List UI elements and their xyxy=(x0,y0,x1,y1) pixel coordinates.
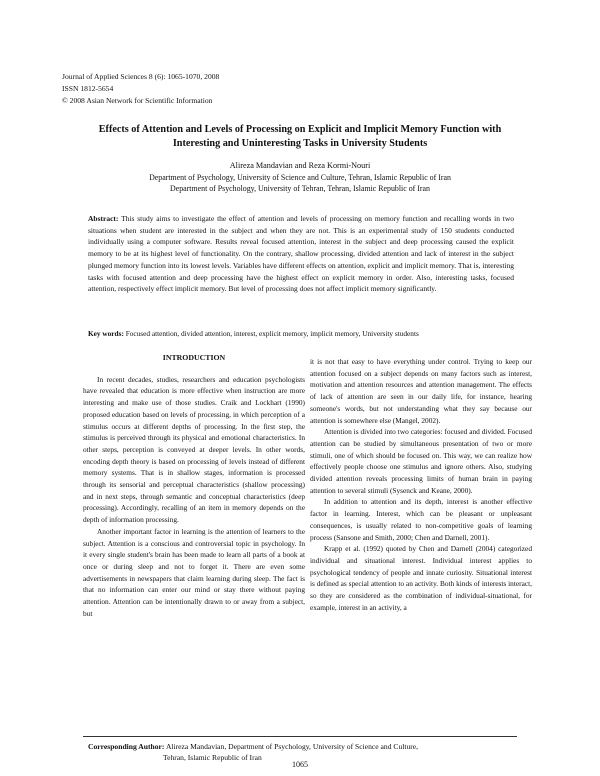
page-number: 1065 xyxy=(292,760,308,769)
keywords-text: Focused attention, divided attention, interest, explicit memory, implicit memory, University students xyxy=(125,329,419,338)
keywords xyxy=(88,328,518,339)
paragraph: Krapp et al. (1992) quoted by Chen and Darnell (2004) categorized individual and situational interest. Individual interest applies to psychological tendency of people and innate curiosity. Situational interest is defined as special attention to an activity. Both kinds of interests interact, so they are considered as the combination of individual-situational, for example, interest in an activity, a xyxy=(310,544,532,612)
journal-citation: Journal of Applied Sciences 8 (6): 1065-1070, 2008 xyxy=(62,72,220,81)
author-list: Alireza Mandavian and Reza Kormi-Nouri xyxy=(229,161,371,170)
paragraph: In recent decades, studies, researchers and education psychologists have revealed that education is more effective when instruction are more interesting and make use of those studies. Craik and Lockhart (1990) proposed education based on levels of processing, in which perception of a stimulus occurs at different depths of processing. In the first step, the stimulus is perceived through its physical and emotional characteristics. In other steps, perception is conveyed at deeper levels. In other words, encoding depth theory is based on processing of levels instead of different memory systems. That is in shallow stages, information is processed through its sensorial and perceptual characteristics (shallow processing) and in next steps, through semantic and conceptual characteristics (deep processing). Accordingly, recalling of an item in memory depends on the depth of information processing. xyxy=(83,374,305,525)
paper-title: Effects of Attention and Levels of Processing on Explicit and Implicit Memory Function with Interesting and Uninteresting Tasks in University Students xyxy=(98,124,502,149)
journal-copyright: © 2008 Asian Network for Scientific Information xyxy=(62,96,213,105)
paragraph: Another important factor in learning is the attention of learners to the subject. Attention is a conscious and controversial topic in psychology. In it every single student's brain has been made to learn all parts of a book at once or during sleep and not to forget it. There are even some advertisements in newspapers that claim learning during sleep. The fact is that no information can enter our mind or stay there without paying attention. Attention can be intentionally drawn to or away from a subject, but xyxy=(83,526,305,618)
keywords-label: Key words: xyxy=(88,329,124,338)
abstract-text: This study aims to investigate the effect of attention and levels of processing on memory function and recalling words in two situations when student are interested in the subject and when they are not. This is an experimental study of 150 students conducted individually using a computer software. Results reveal focused attention, interest in the subject and deep processing caused the explicit memory to be at its highest level of functionality. On the contrary, shallow processing, divided attention and lack of interest in the subject plunged memory function into its lowest levels. Variables have different effects on attention, explicit and implicit memory. That is, interesting tasks with focused attention and deep processing have the highest effect on explicit memory in order. Also, interesting tasks, focused attention, respectively effect implicit memory. But level of processing does not affect implicit memory significantly. xyxy=(88,214,514,294)
journal-header xyxy=(62,71,219,107)
journal-issn: ISSN 1812-5654 xyxy=(62,84,114,93)
column-left xyxy=(83,352,305,619)
paragraph: Attention is divided into two categories: focused and divided. Focused attention can be studied by simultaneous presentation of two or more stimuli, one of which should be focused on. This way, we can realize how effectively people choose one stimulus and ignore others. Also, studying divided attention reveals processing limits of human brain in paying attention to several stimuli (Sysenck and Keane, 2000). xyxy=(310,427,532,495)
abstract-label: Abstract: xyxy=(88,214,119,223)
paragraph: In addition to attention and its depth, interest is another effective factor in learning. Interest, which can be pleasant or unpleasant consequences, is usually related to non-competitive goals of learning process (Sansone and Smith, 2000; Chen and Darnell, 2001). xyxy=(310,497,532,542)
section-heading-introduction: INTRODUCTION xyxy=(162,353,226,362)
affiliation-1: Department of Psychology, University of Science and Culture, Tehran, Islamic Republic of Iran xyxy=(149,173,451,182)
corresponding-author-text: Alireza Mandavian, Department of Psychology, University of Science and Culture, xyxy=(165,742,419,751)
column-right xyxy=(310,356,532,613)
abstract xyxy=(88,213,514,295)
paragraph: it is not that easy to have everything under control. Trying to keep our attention focused on a subject depends on many factors such as interest, motivation and attention resources and attention management. The effects of lack of attention are seen in our daily life, for instance, hearing someone's words, but not understanding what they say because our attention is somewhere else (Mangel, 2002). xyxy=(310,357,532,425)
affiliations xyxy=(0,172,600,194)
corresponding-author-address: Tehran, Islamic Republic of Iran xyxy=(163,753,262,762)
footnote-divider xyxy=(83,736,517,737)
corresponding-author-label: Corresponding Author: xyxy=(88,742,165,751)
affiliation-2: Department of Psychology, University of Tehran, Tehran, Islamic Republic of Iran xyxy=(170,184,430,193)
